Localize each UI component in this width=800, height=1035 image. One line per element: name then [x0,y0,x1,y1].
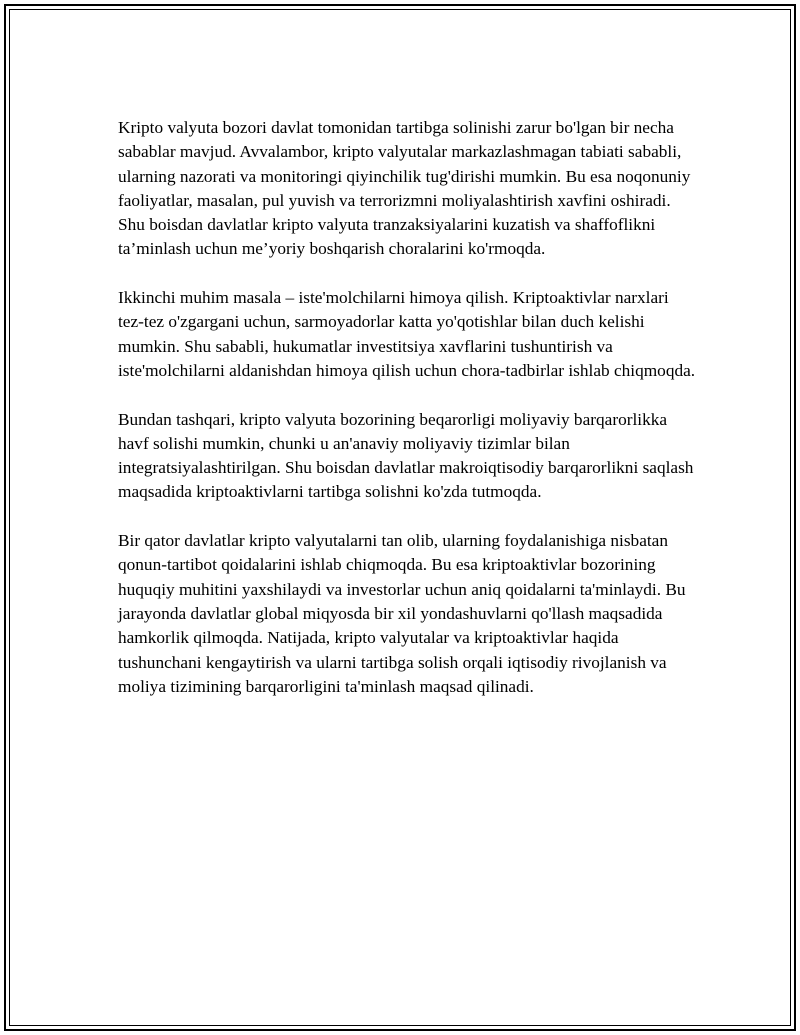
paragraph-4: Bir qator davlatlar kripto valyutalarni tan olib, ularning foydalanishiga nisbatan qonun-tartibot qoidalarini ishlab chiqmoqda. Bu esa kriptoaktivlar bozorining huquqiy muhitini yaxshilaydi va investorlar uchun aniq qoidalarni ta'minlaydi. Bu jarayonda davlatlar global miqyosda bir xil yondashuvlarni qo'llash maqsadida hamkorlik qilmoqda. Natijada, kripto valyutalar va kriptoaktivlar haqida tushunchani kengaytirish va ularni tartibga solish orqali iqtisodiy rivojlanish va moliya tizimining barqarorligini ta'minlash maqsad qilinadi. [118,531,686,696]
paragraph-1: Kripto valyuta bozori davlat tomonidan tartibga solinishi zarur bo'lgan bir necha sabablar mavjud. Avvalambor, kripto valyutalar markazlashmagan tabiati sababli, ularning nazorati va monitoringi qiyinchilik tug'dirishi mumkin. Bu esa noqonuniy faoliyatlar, masalan, pul yuvish va terrorizmni moliyalashtirish xavfini oshiradi. Shu boisdan davlatlar kripto valyuta tranzaksiyalarini kuzatish va shaffoflikni ta’minlash uchun me’yoriy boshqarish choralarini ko'rmoqda. [118,118,691,259]
paragraph-2: Ikkinchi muhim masala – iste'molchilarni himoya qilish. Kriptoaktivlar narxlari tez-tez o'zgargani uchun, sarmoyadorlar katta yo'qotishlar bilan duch kelishi mumkin. Shu sababli, hukumatlar investitsiya xavflarini tushuntirish va iste'molchilarni aldanishdan himoya qilish uchun chora-tadbirlar ishlab chiqmoqda. [118,288,696,380]
document-body [118,116,698,699]
paragraph-3: Bundan tashqari, kripto valyuta bozorining beqarorligi moliyaviy barqarorlikka havf solishi mumkin, chunki u an'anaviy moliyaviy tizimlar bilan integratsiyalashtirilgan. Shu boisdan davlatlar makroiqtisodiy barqarorlikni saqlash maqsadida kriptoaktivlarni tartibga solishni ko'zda tutmoqda. [118,409,694,502]
